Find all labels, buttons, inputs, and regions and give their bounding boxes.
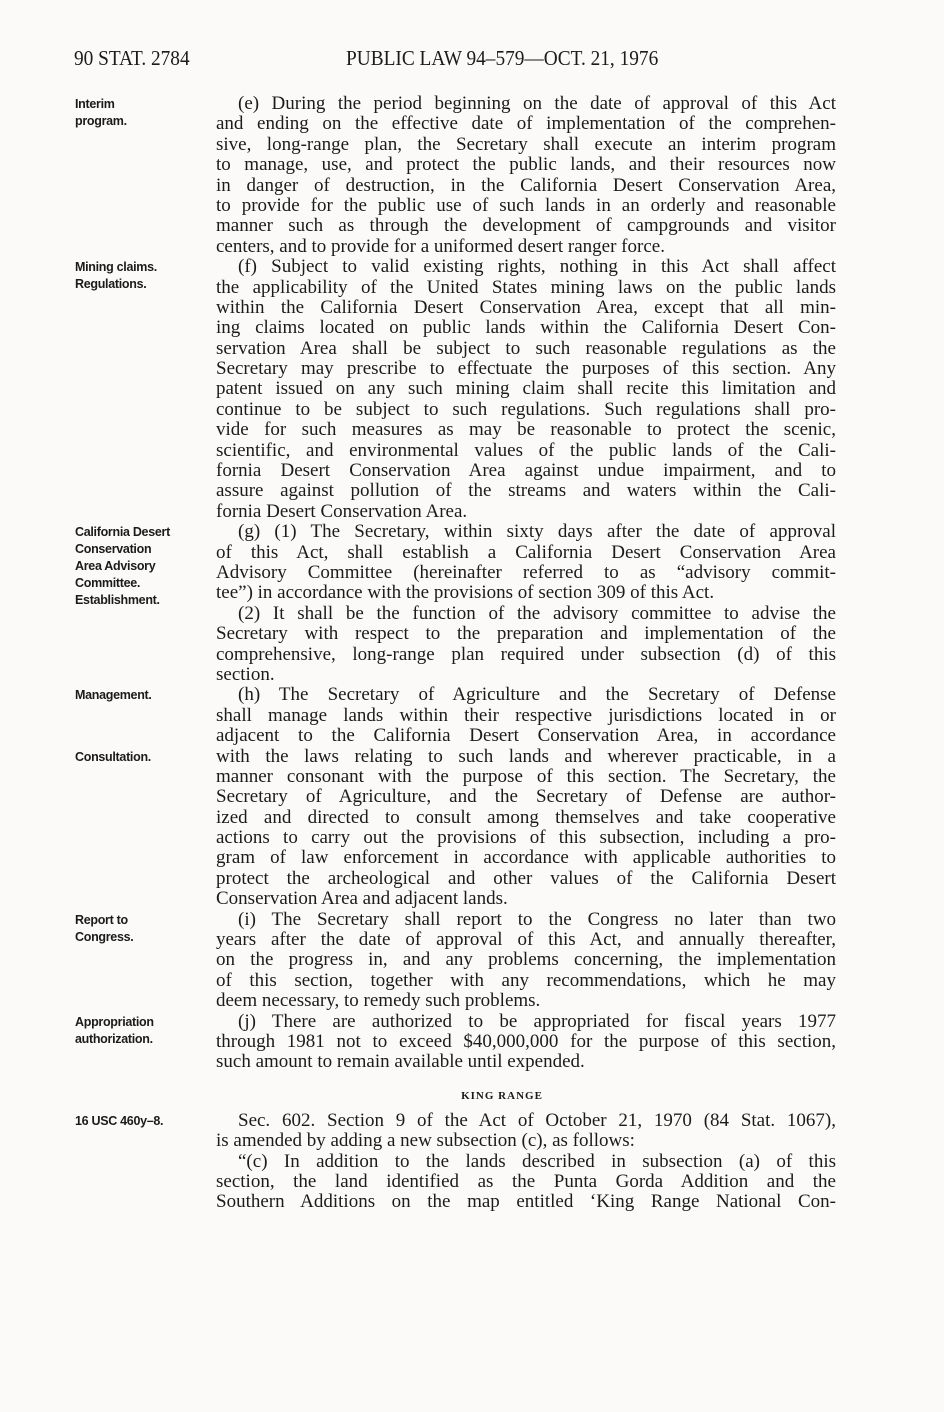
text-line: gram of law enforcement in accordance with applicable authorities to — [216, 847, 836, 869]
text-line: on the progress in, and any problems concerning, the implementation — [216, 949, 836, 971]
text-line: comprehensive, long-range plan required under subsection (d) of this — [216, 643, 836, 665]
text-line: (2) It shall be the function of the advisory committee to advise the — [238, 602, 836, 624]
margin-note-line: Appropriation — [75, 1014, 154, 1029]
margin-note — [75, 749, 151, 766]
text-line: of this section, together with any recommendations, which he may — [216, 969, 836, 991]
text-line-row — [0, 869, 944, 889]
text-line-row — [0, 706, 944, 726]
text-line-row — [0, 848, 944, 868]
text-line: of this Act, shall establish a California Desert Conservation Area — [216, 541, 836, 563]
text-line: continue to be subject to such regulations. Such regulations shall pro- — [216, 398, 836, 420]
text-line-row — [0, 828, 944, 848]
text-line: (f) Subject to valid existing rights, nothing in this Act shall affect — [238, 256, 836, 278]
text-line-row — [0, 563, 944, 583]
text-line-row — [0, 665, 944, 685]
text-line: and ending on the effective date of implementation of the comprehen- — [216, 113, 836, 135]
margin-note-line: California Desert — [75, 525, 170, 540]
text-line-row — [0, 135, 944, 155]
text-line-row — [0, 583, 944, 603]
text-line: (h) The Secretary of Agriculture and the Secretary of Defense — [238, 684, 836, 706]
margin-note-line: Congress. — [75, 929, 134, 944]
text-line-row — [0, 1152, 944, 1172]
margin-note-line: Committee. — [75, 576, 141, 591]
text-line-row — [0, 645, 944, 665]
text-line-row — [0, 808, 944, 828]
text-line: fornia Desert Conservation Area against undue impairment, and to — [216, 460, 836, 482]
text-line-row — [0, 889, 944, 909]
section-heading: KING RANGE — [461, 1089, 543, 1102]
text-line: manner consonant with the purpose of this section. The Secretary, the — [216, 765, 836, 787]
text-line-row — [0, 624, 944, 644]
text-line-row — [0, 991, 944, 1011]
text-line: (j) There are authorized to be appropriated for fiscal years 1977 — [238, 1010, 836, 1032]
text-line-row — [0, 298, 944, 318]
text-line: with the laws relating to such lands and wherever practicable, in a — [216, 745, 836, 767]
text-line: the applicability of the United States mining laws on the public lands — [216, 276, 836, 298]
margin-note-line: Regulations. — [75, 277, 147, 292]
text-line: to manage, use, and protect the public lands, and their resources now — [216, 154, 836, 176]
text-line-row — [0, 481, 944, 501]
text-line-row — [0, 787, 944, 807]
text-line: ized and directed to consult among themselves and take cooperative — [216, 806, 836, 828]
text-line: section. — [216, 663, 275, 685]
margin-note-line: Consultation. — [75, 749, 151, 764]
text-line-row — [0, 685, 944, 705]
text-line-row — [0, 237, 944, 257]
text-line: deem necessary, to remedy such problems. — [216, 990, 541, 1012]
text-line-row — [0, 1192, 944, 1212]
text-line: ing claims located on public lands within the California Desert Con- — [216, 317, 836, 339]
text-line-row — [0, 543, 944, 563]
text-line-row — [0, 1172, 944, 1192]
text-line-row — [0, 196, 944, 216]
text-line: Sec. 602. Section 9 of the Act of October 21, 1970 (84 Stat. 1067), — [238, 1109, 836, 1131]
text-line: scientific, and environmental values of the public lands of the Cali- — [216, 439, 836, 461]
text-line: (i) The Secretary shall report to the Congress no later than two — [238, 908, 836, 930]
text-line-row — [0, 441, 944, 461]
text-line-row — [0, 176, 944, 196]
text-line: centers, and to provide for a uniformed desert ranger force. — [216, 235, 665, 257]
text-line-row — [0, 461, 944, 481]
text-line-row — [0, 1032, 944, 1052]
margin-note-line: authorization. — [75, 1031, 153, 1046]
text-line: adjacent to the California Desert Conservation Area, in accordance — [216, 725, 836, 747]
margin-note-line: Report to — [75, 912, 128, 927]
margin-note-line: Area Advisory — [75, 559, 156, 574]
text-line-row — [0, 502, 944, 522]
text-line: Secretary may prescribe to effectuate the purposes of this section. Any — [216, 358, 836, 380]
margin-note-line: 16 USC 460y–8. — [75, 1113, 164, 1128]
text-line: (e) During the period beginning on the date of approval of this Act — [238, 93, 836, 114]
text-line: to provide for the public use of such lands in an orderly and reasonable — [216, 194, 836, 216]
text-line: section, the land identified as the Punta Gorda Addition and the — [216, 1170, 836, 1192]
text-line-row — [0, 114, 944, 134]
text-line-row — [0, 155, 944, 175]
text-line-row — [0, 1131, 944, 1151]
text-line: servation Area shall be subject to such reasonable regulations as the — [216, 337, 836, 359]
text-line-row — [0, 950, 944, 970]
margin-note-line: Management. — [75, 688, 152, 703]
margin-note-line: Conservation — [75, 542, 152, 557]
text-line-row — [0, 278, 944, 298]
margin-note-line: program. — [75, 114, 127, 128]
text-line: shall manage lands within their respective jurisdictions located in or — [216, 704, 836, 726]
text-line: Southern Additions on the map entitled ‘King Range National Con- — [216, 1191, 836, 1213]
text-line: assure against pollution of the streams and waters within the Cali- — [216, 480, 836, 502]
text-line-row — [0, 318, 944, 338]
text-line-row — [0, 1111, 944, 1131]
text-line-row — [0, 420, 944, 440]
text-line: within the California Desert Conservation Area, except that all min- — [216, 296, 836, 318]
document-body — [0, 94, 944, 1213]
text-line-row — [0, 604, 944, 624]
text-line-row — [0, 747, 944, 767]
text-line-row — [0, 379, 944, 399]
text-line: Secretary of Agriculture, and the Secretary of Defense are author- — [216, 786, 836, 808]
text-line-row — [0, 930, 944, 950]
text-line: tee”) in accordance with the provisions of section 309 of this Act. — [216, 582, 715, 604]
text-line: years after the date of approval of this Act, and annually thereafter, — [216, 929, 836, 951]
text-line-row — [0, 400, 944, 420]
text-line: sive, long-range plan, the Secretary shall execute an interim program — [216, 133, 836, 155]
text-line: such amount to remain available until expended. — [216, 1051, 585, 1073]
text-line-row — [0, 767, 944, 787]
text-line-row — [0, 1052, 944, 1072]
text-line: (g) (1) The Secretary, within sixty days after the date of approval — [238, 521, 836, 543]
running-title: PUBLIC LAW 94–579—OCT. 21, 1976 — [346, 46, 659, 70]
text-line: vide for such measures as may be reasonable to protect the scenic, — [216, 419, 836, 441]
text-line: Conservation Area and adjacent lands. — [216, 888, 508, 910]
text-line: “(c) In addition to the lands described in subsection (a) of this — [238, 1150, 836, 1172]
text-line: in danger of destruction, in the California Desert Conservation Area, — [216, 174, 836, 196]
text-line-row — [0, 726, 944, 746]
page-stat-number: 90 STAT. 2784 — [74, 46, 190, 70]
margin-note — [75, 1113, 163, 1130]
margin-note-line: Establishment. — [75, 593, 160, 608]
margin-note-line: Mining claims. — [75, 260, 157, 275]
text-line: patent issued on any such mining claim shall recite this limitation and — [216, 378, 836, 400]
text-line: fornia Desert Conservation Area. — [216, 500, 468, 522]
text-line: actions to carry out the provisions of this subsection, including a pro- — [216, 827, 836, 849]
text-line-row — [0, 216, 944, 236]
text-line: through 1981 not to exceed $40,000,000 for the purpose of this section, — [216, 1030, 836, 1052]
text-line-row — [0, 971, 944, 991]
text-line: Advisory Committee (hereinafter referred to as “advisory commit- — [216, 561, 836, 583]
text-line: protect the archeological and other values of the California Desert — [216, 867, 836, 889]
text-line: Secretary with respect to the preparation and implementation of the — [216, 623, 836, 645]
margin-note-line: Interim — [75, 97, 115, 111]
text-line: is amended by adding a new subsection (c), as follows: — [216, 1130, 635, 1152]
text-line: manner such as through the development of campgrounds and visitor — [216, 215, 836, 237]
margin-note — [75, 687, 152, 704]
text-line-row — [0, 339, 944, 359]
text-line-row — [0, 359, 944, 379]
